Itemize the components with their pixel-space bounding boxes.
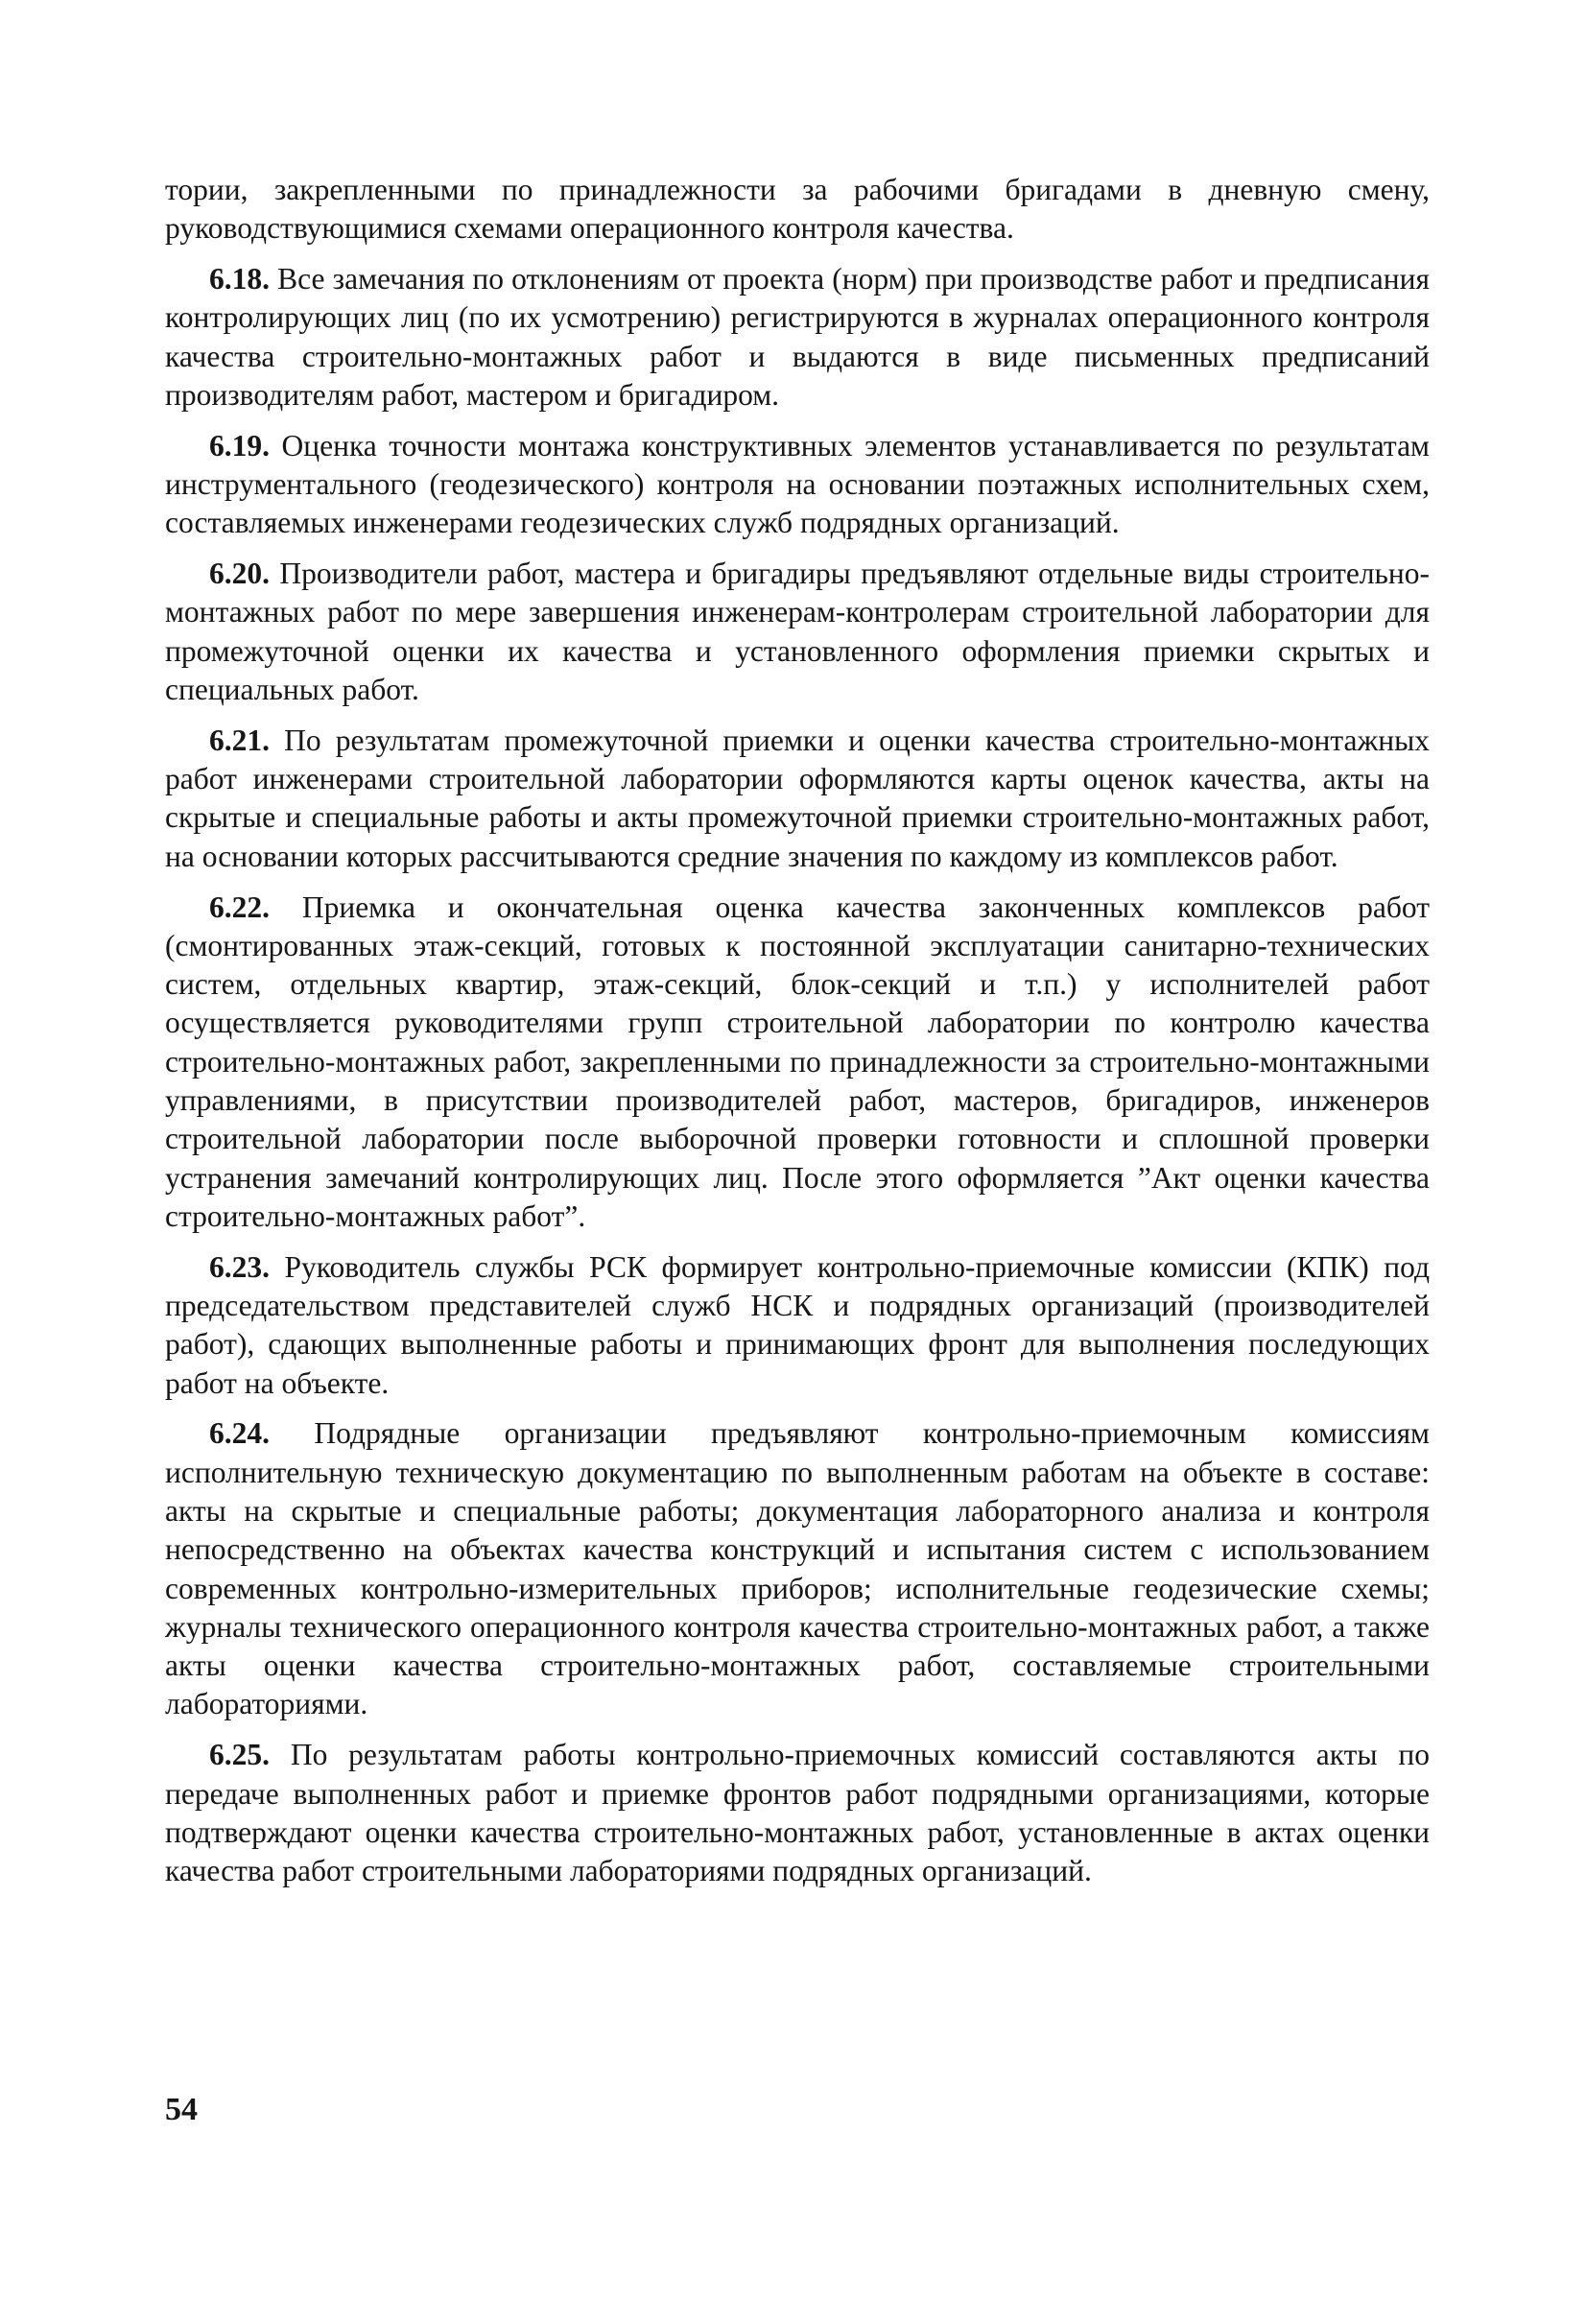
paragraph-text: По результатам промежуточной приемки и оценки качества строительно-монтажных работ инженерами строительной лаборатории оформляются карты оценок качества, акты на скрытые и специальные работы и акты промежуточной приемки строительно-монтажных работ, на основании которых рассчитываются средние значения по каждому из комплексов работ. (165, 723, 1430, 873)
paragraph-text: По результатам работы контрольно-приемочных комиссий составляются акты по передаче выполненных работ и приемке фронтов работ подрядными организациями, которые подтверждают оценки качества строительно-монтажных работ, установленные в актах оценки качества работ строительными лабораториями подрядных организаций. (165, 1738, 1430, 1888)
paragraph-6-19 (165, 427, 1430, 543)
paragraph-continuation (165, 171, 1430, 249)
paragraph-number: 6.19. (209, 428, 270, 462)
paragraph-number: 6.23. (209, 1249, 270, 1284)
page-number: 54 (165, 2092, 198, 2127)
paragraph-text: Подрядные организации предъявляют контрольно-приемочным комиссиям исполнительную техническую документацию по выполненным работам на объекте в составе: акты на скрытые и специальные работы; документация лабораторного анализа и контроля непосредственно на объектах качества конструкций и испытания систем с использованием современных контрольно-измерительных приборов; исполнительные геодезические схемы; журналы технического операционного контроля качества строительно-монтажных работ, а также акты оценки качества строительно-монтажных работ, составляемые строительными лабораториями. (165, 1416, 1430, 1721)
paragraph-number: 6.18. (209, 262, 270, 296)
paragraph-text: Приемка и окончательная оценка качества законченных комплексов работ (смонтированных этаж-секций, готовых к постоянной эксплуатации санитарно-технических систем, отдельных квартир, этаж-секций, блок-секций и т.п.) у исполнителей работ осуществляется руководителями групп строительной лаборатории по контролю качества строительно-монтажных работ, закрепленными по принадлежности за строительно-монтажными управлениями, в присутствии производителей работ, мастеров, бригадиров, инженеров строительной лаборатории после выборочной проверки готовности и сплошной проверки устранения замечаний контролирующих лиц. После этого оформляется ”Акт оценки качества строительно-монтажных работ”. (165, 889, 1430, 1233)
paragraph-text: Все замечания по отклонениям от проекта (норм) при производстве работ и предписания контролирующих лиц (по их усмотрению) регистрируются в журналах операционного контроля качества строительно-монтажных работ и выдаются в виде письменных предписаний производителям работ, мастером и бригадиром. (165, 262, 1430, 412)
paragraph-6-20 (165, 555, 1430, 709)
paragraph-number: 6.20. (209, 557, 270, 591)
paragraph-6-25 (165, 1736, 1430, 1890)
paragraph-6-23 (165, 1248, 1430, 1403)
paragraph-number: 6.25. (209, 1738, 270, 1772)
paragraph-6-21 (165, 722, 1430, 876)
paragraph-number: 6.22. (209, 889, 270, 924)
paragraph-number: 6.21. (209, 723, 270, 757)
page-body (165, 171, 1430, 1903)
paragraph-6-24 (165, 1414, 1430, 1723)
paragraph-text: Оценка точности монтажа конструктивных элементов устанавливается по результатам инструментального (геодезического) контроля на основании поэтажных исполнительных схем, составляемых инженерами геодезических служб подрядных организаций. (165, 428, 1430, 540)
paragraph-number: 6.24. (209, 1416, 270, 1451)
paragraph-text: Производители работ, мастера и бригадиры предъявляют отдельные виды строительно-монтажных работ по мере завершения инженерам-контролерам строительной лаборатории для промежуточной оценки их качества и установленного оформления приемки скрытых и специальных работ. (165, 557, 1430, 707)
paragraph-6-22 (165, 889, 1430, 1237)
paragraph-6-18 (165, 260, 1430, 415)
paragraph-text: тории, закрепленными по принадлежности за рабочими бригадами в дневную смену, руководствующимися схемами операционного контроля качества. (165, 173, 1430, 246)
paragraph-text: Руководитель службы РСК формирует контрольно-приемочные комиссии (КПК) под председательством представителей служб НСК и подрядных организаций (производителей работ), сдающих выполненные работы и принимающих фронт для выполнения последующих работ на объекте. (165, 1249, 1430, 1400)
